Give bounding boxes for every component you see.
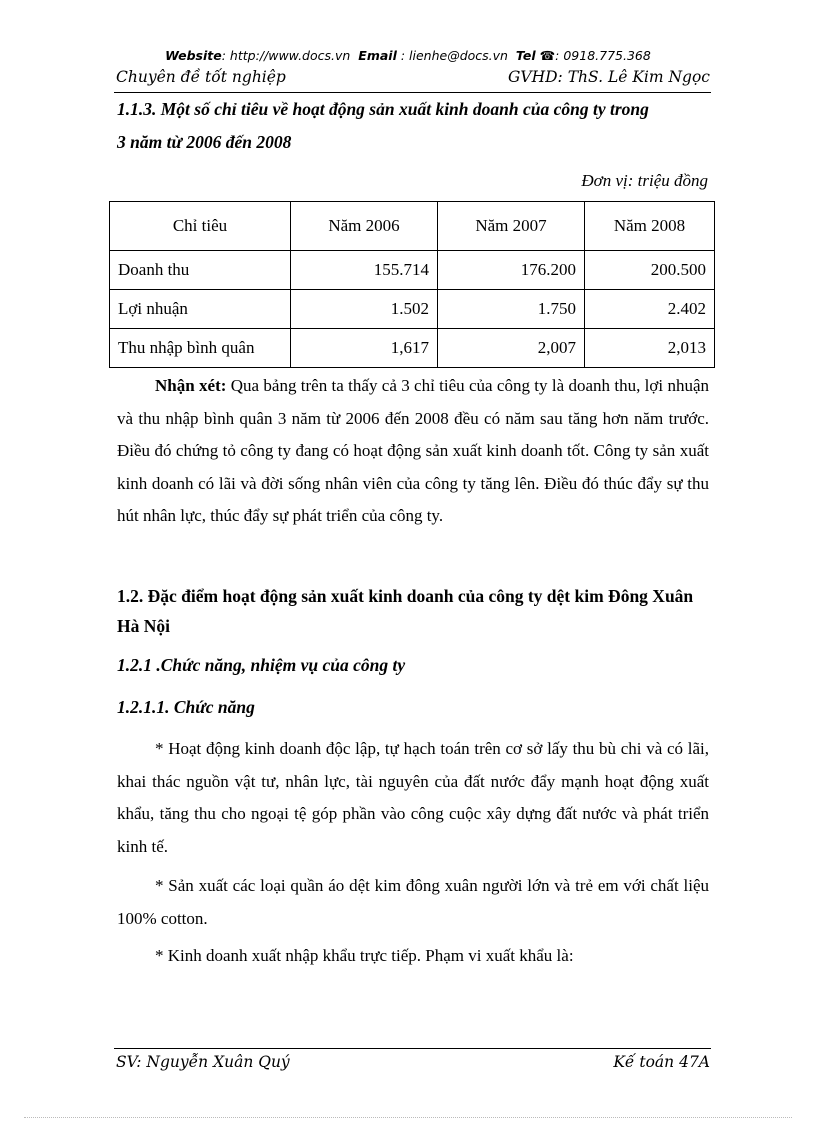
row-label: Thu nhập bình quân bbox=[110, 329, 291, 368]
tel-label: Tel bbox=[515, 48, 536, 63]
section-113-title-line1: 1.1.3. Một số chỉ tiêu về hoạt động sản xuất kinh doanh của công ty trong bbox=[117, 99, 649, 119]
header-divider bbox=[114, 92, 711, 93]
cell-value: 155.714 bbox=[291, 251, 438, 290]
function-item-3: * Kinh doanh xuất nhập khẩu trực tiếp. Phạm vi xuất khẩu là: bbox=[155, 946, 574, 965]
function-item-1: * Hoạt động kinh doanh độc lập, tự hạch toán trên cơ sở lấy thu bù chi và có lãi, khai thác nguồn vật tư, nhân lực, tài nguyên của đất nước đẩy mạnh hoạt động xuất khẩu, tăng thu cho ngoại tệ góp phần vào công cuộc xây dựng đất nước và phát triển kinh tế. bbox=[117, 739, 709, 856]
cell-value: 2.402 bbox=[585, 290, 715, 329]
cell-value: 1,617 bbox=[291, 329, 438, 368]
website-url[interactable]: http://www.docs.vn bbox=[229, 48, 351, 63]
email-label: Email bbox=[358, 48, 397, 63]
table-header-cell: Năm 2006 bbox=[291, 202, 438, 251]
table-header-cell: Chỉ tiêu bbox=[110, 202, 291, 251]
header-left: Chuyên đề tốt nghiệp bbox=[116, 68, 286, 86]
cell-value: 200.500 bbox=[585, 251, 715, 290]
cell-value: 1.502 bbox=[291, 290, 438, 329]
table-header-row bbox=[110, 202, 715, 251]
page-edge bbox=[24, 1117, 792, 1118]
cell-value: 2,013 bbox=[585, 329, 715, 368]
tel-value: : 0918.775.368 bbox=[555, 48, 651, 63]
cell-value: 176.200 bbox=[438, 251, 585, 290]
table-row bbox=[110, 290, 715, 329]
footer-divider bbox=[114, 1048, 711, 1049]
section-113-title-line2: 3 năm từ 2006 đến 2008 bbox=[117, 132, 292, 152]
section-1211-title: 1.2.1.1. Chức năng bbox=[117, 697, 255, 717]
page-footer bbox=[116, 1053, 710, 1071]
footer-left: SV: Nguyễn Xuân Quý bbox=[116, 1053, 290, 1071]
header-right: GVHD: ThS. Lê Kim Ngọc bbox=[508, 68, 710, 86]
cell-value: 1.750 bbox=[438, 290, 585, 329]
function-item-2: * Sản xuất các loại quần áo dệt kim đông xuân người lớn và trẻ em với chất liệu 100% cotton. bbox=[117, 876, 709, 928]
row-label: Doanh thu bbox=[110, 251, 291, 290]
row-label: Lợi nhuận bbox=[110, 290, 291, 329]
comment-paragraph bbox=[117, 370, 709, 533]
page-header bbox=[116, 68, 710, 86]
footer-right: Kế toán 47A bbox=[613, 1053, 710, 1071]
website-label: Website bbox=[165, 48, 222, 63]
comment-label: Nhận xét: bbox=[155, 376, 227, 395]
email-value[interactable]: lienhe@docs.vn bbox=[409, 48, 508, 63]
section-12-title: 1.2. Đặc điểm hoạt động sản xuất kinh doanh của công ty dệt kim Đông Xuân Hà Nội bbox=[117, 586, 694, 636]
phone-icon: ☎ bbox=[539, 48, 556, 63]
unit-label: Đơn vị: triệu đồng bbox=[581, 171, 708, 190]
comment-text: Qua bảng trên ta thấy cả 3 chỉ tiêu của công ty là doanh thu, lợi nhuận và thu nhập bình quân 3 năm từ 2006 đến 2008 đều có năm sau tăng hơn năm trước. Điều đó chứng tỏ công ty đang có hoạt động sản xuất kinh doanh tốt. Công ty sản xuất kinh doanh có lãi và đời sống nhân viên của công ty tăng lên. Điều đó thúc đẩy sự thu hút nhân lực, thúc đẩy sự phát triển của công ty. bbox=[117, 376, 709, 525]
table-header-cell: Năm 2008 bbox=[585, 202, 715, 251]
indicators-table bbox=[109, 201, 715, 368]
section-121-title: 1.2.1 .Chức năng, nhiệm vụ của công ty bbox=[117, 655, 406, 675]
cell-value: 2,007 bbox=[438, 329, 585, 368]
table-row bbox=[110, 251, 715, 290]
table-header-cell: Năm 2007 bbox=[438, 202, 585, 251]
table-row bbox=[110, 329, 715, 368]
website-banner: Website: http://www.docs.vn Email : lienhe@docs.vn Tel ☎: 0918.775.368 bbox=[165, 48, 651, 63]
